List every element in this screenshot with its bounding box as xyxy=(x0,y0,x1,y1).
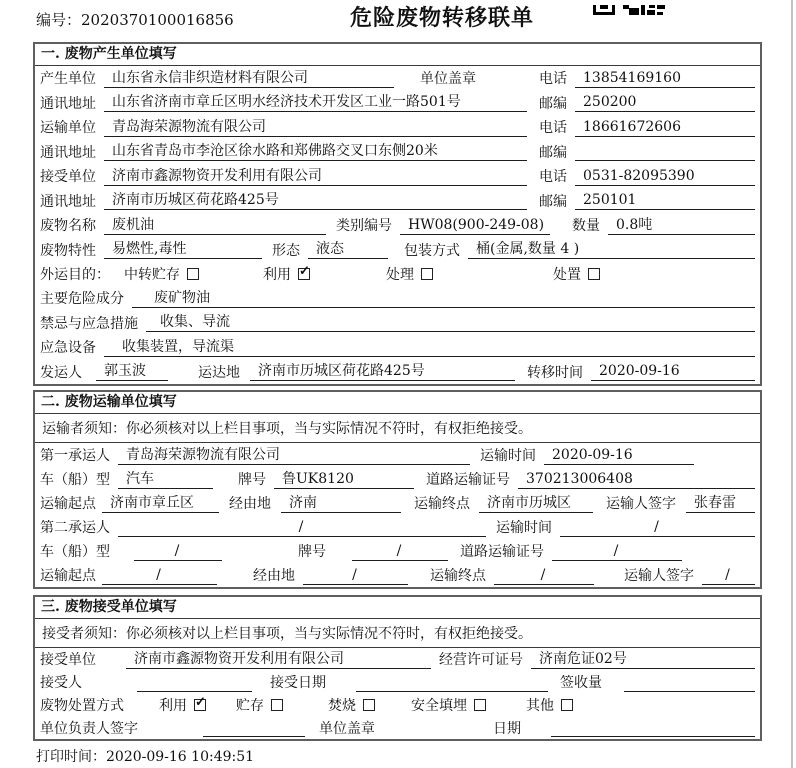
end-label: 运输终点 xyxy=(414,496,470,512)
checkbox-disposal-storage xyxy=(271,699,283,711)
transporter-zip-value xyxy=(575,142,755,161)
producer-addr-row xyxy=(35,90,760,114)
carrier1-value: 青岛海荣源物流有限公司 xyxy=(118,446,470,465)
section-transporter xyxy=(33,390,762,589)
road2-value: / xyxy=(552,542,682,561)
head-sign-row xyxy=(35,716,760,739)
receiver-phone-value: 0531-82095390 xyxy=(575,167,755,186)
vehicle2-value: / xyxy=(134,542,222,561)
transporter-phone-value: 18661672606 xyxy=(575,118,755,137)
unit-seal-label: 单位盖章 xyxy=(420,71,476,88)
plate-label: 牌号 xyxy=(298,544,326,560)
vehicle-label: 车（船）型 xyxy=(40,472,110,488)
origin1-value: 济南市章丘区 xyxy=(102,494,219,513)
phone-label: 电话 xyxy=(539,71,567,88)
taboo-label: 禁忌与应急措施 xyxy=(40,315,138,332)
vehicle1-value: 汽车 xyxy=(118,470,213,489)
addr-label: 通讯地址 xyxy=(40,95,96,112)
sign-qty-label: 签收量 xyxy=(560,675,602,692)
zip-label: 邮编 xyxy=(539,193,567,210)
section-producer xyxy=(33,42,762,386)
hazard-value: 废矿物油 xyxy=(132,289,755,308)
waste-character-row xyxy=(35,237,760,261)
plate1-value: 鲁UK8120 xyxy=(274,470,414,489)
hazard-row xyxy=(35,286,760,310)
addr-label: 通讯地址 xyxy=(40,144,96,161)
qty-value: 0.8吨 xyxy=(608,216,755,235)
transporter-row xyxy=(35,115,760,139)
carrier2-value: / xyxy=(118,518,486,537)
sign2-value: / xyxy=(702,566,755,585)
package-value: 桶(金属,数量 4 ) xyxy=(468,240,755,259)
carrier1-label: 第一承运人 xyxy=(40,448,110,464)
accept-unit-label: 接受单位 xyxy=(40,652,96,669)
license-label: 经营许可证号 xyxy=(439,652,523,669)
checkbox-dispose xyxy=(588,268,600,280)
equipment-row xyxy=(35,335,760,359)
unit-seal-label: 单位盖章 xyxy=(319,720,375,737)
accept-unit-value: 济南市鑫源物资开发利用有限公司 xyxy=(126,650,431,669)
taboo-value: 收集、导流 xyxy=(146,313,755,332)
taboo-row xyxy=(35,311,760,335)
equipment-value: 收集装置，导流渠 xyxy=(104,338,755,357)
accept-person-value xyxy=(137,673,252,692)
end-label: 运输终点 xyxy=(430,568,486,584)
serial-value: 2020370100016856 xyxy=(81,11,234,29)
waste-name-value: 废机油 xyxy=(104,216,326,235)
road-no-label: 道路运输证号 xyxy=(426,472,510,488)
receiver-value: 济南市鑫源物资开发利用有限公司 xyxy=(104,167,527,186)
transfer-time-value: 2020-09-16 xyxy=(591,362,755,381)
disposal-label: 废物处置方式 xyxy=(40,697,124,714)
qr-code-fragment xyxy=(593,0,665,10)
zip-label: 邮编 xyxy=(539,144,567,161)
sign-qty-value xyxy=(624,673,755,692)
serial-label: 编号： xyxy=(36,11,82,29)
date-label: 日期 xyxy=(493,720,521,737)
disposal-option-storage: 贮存 xyxy=(236,695,283,715)
checkbox-use xyxy=(298,268,310,280)
section3-title: 三. 废物接受单位填写 xyxy=(35,597,760,619)
road-no-label: 道路运输证号 xyxy=(460,544,544,560)
checkbox-disposal-other xyxy=(561,699,573,711)
checkbox-disposal-use xyxy=(194,699,206,711)
receiver-zip-value: 250101 xyxy=(575,191,755,210)
page-title: 危险废物转移联单 xyxy=(349,5,535,31)
qty-label: 数量 xyxy=(572,218,600,235)
shipper-value: 郭玉波 xyxy=(96,362,168,381)
date-value xyxy=(551,718,755,737)
producer-row xyxy=(35,66,760,90)
accept-unit-row xyxy=(35,648,760,671)
route1-row xyxy=(35,491,760,515)
route2-row xyxy=(35,563,760,587)
producer-value: 山东省永信非织造材料有限公司 xyxy=(104,69,394,88)
vehicle2-row xyxy=(35,539,760,563)
carrier2-label: 第二承运人 xyxy=(40,520,110,536)
origin-label: 运输起点 xyxy=(40,496,96,512)
transporter-addr-row xyxy=(35,139,760,163)
page-right-border xyxy=(791,0,793,768)
trans-time2-value: / xyxy=(560,518,755,537)
disposal-option-use: 利用 ✓ xyxy=(159,695,206,715)
head-sign-value xyxy=(203,718,305,737)
via-label: 经由地 xyxy=(253,568,295,584)
disposal-row xyxy=(35,694,760,717)
phone-label: 电话 xyxy=(539,120,567,137)
form-value: 液态 xyxy=(308,240,388,259)
checkbox-treat xyxy=(421,268,433,280)
vehicle1-row xyxy=(35,467,760,491)
dest-label: 运达地 xyxy=(198,364,240,381)
accept-date-label: 接受日期 xyxy=(270,675,326,692)
producer-phone-value: 13854169160 xyxy=(575,69,755,88)
road1-value: 370213006408 xyxy=(518,470,755,489)
print-time xyxy=(36,746,254,766)
head-sign-label: 单位负责人签字 xyxy=(40,720,138,737)
sign-label: 运输人签字 xyxy=(606,496,676,512)
form-label: 形态 xyxy=(272,242,300,259)
producer-label: 产生单位 xyxy=(40,71,96,88)
disposal-option-incinerate: 焚烧 xyxy=(328,695,375,715)
equipment-label: 应急设备 xyxy=(40,340,96,357)
purpose-option-dispose: 处置 xyxy=(553,264,600,284)
trans-time-label: 运输时间 xyxy=(480,448,536,464)
waste-name-row xyxy=(35,213,760,237)
license-value: 济南危证02号 xyxy=(531,650,755,669)
receiver-addr-value: 济南市历城区荷花路425号 xyxy=(104,191,527,210)
end1-value: 济南市历城区 xyxy=(479,494,593,513)
serial-number xyxy=(36,9,234,30)
producer-addr-value: 山东省济南市章丘区明水经济技术开发区工业一路501号 xyxy=(104,93,527,112)
purpose-label: 外运目的： xyxy=(40,266,110,283)
via-label: 经由地 xyxy=(229,496,271,512)
transporter-value: 青岛海荣源物流有限公司 xyxy=(104,118,527,137)
checkbox-transfer-storage xyxy=(187,268,199,280)
dest-value: 济南市历城区荷花路425号 xyxy=(250,362,515,381)
receiver-label: 接受单位 xyxy=(40,169,96,186)
accept-person-label: 接受人 xyxy=(40,675,82,692)
purpose-row xyxy=(35,262,760,286)
end2-value: / xyxy=(494,566,594,585)
carrier2-row xyxy=(35,515,760,539)
receiver-addr-row xyxy=(35,188,760,212)
via2-value: / xyxy=(303,566,408,585)
addr-label: 通讯地址 xyxy=(40,193,96,210)
print-time-label: 打印时间： xyxy=(36,749,106,765)
origin2-value: / xyxy=(102,566,217,585)
receiver-row xyxy=(35,164,760,188)
checkbox-disposal-incinerate xyxy=(363,699,375,711)
via1-value: 济南 xyxy=(281,494,401,513)
accept-date-value xyxy=(356,673,548,692)
hazard-label: 主要危险成分 xyxy=(40,291,124,308)
producer-zip-value: 250200 xyxy=(575,93,755,112)
vehicle-label: 车（船）型 xyxy=(40,544,110,560)
category-value: HW08(900-249-08) xyxy=(400,216,550,235)
section1-title: 一. 废物产生单位填写 xyxy=(35,44,760,66)
purpose-option-treat: 处理 xyxy=(386,264,433,284)
plate-label: 牌号 xyxy=(238,472,266,488)
receiver-notice: 接受者须知：你必须核对以上栏目事项，当与实际情况不符时，有权拒绝接受。 xyxy=(35,619,760,648)
transporter-notice: 运输者须知：你必须核对以上栏目事项，当与实际情况不符时，有权拒绝接受。 xyxy=(35,414,760,443)
accept-person-row xyxy=(35,671,760,694)
print-time-value: 2020-09-16 10:49:51 xyxy=(106,749,255,765)
carrier1-row xyxy=(35,443,760,467)
plate2-value: / xyxy=(352,542,448,561)
purpose-option-transfer: 中转贮存 xyxy=(124,264,199,284)
phone-label: 电话 xyxy=(539,169,567,186)
purpose-option-use: 利用 ✓ xyxy=(263,264,310,284)
origin-label: 运输起点 xyxy=(40,568,96,584)
section-receiver xyxy=(33,595,762,741)
shipper-row xyxy=(35,360,760,384)
category-label: 类别编号 xyxy=(336,218,392,235)
zip-label: 邮编 xyxy=(539,95,567,112)
transporter-addr-value: 山东省青岛市李沧区徐水路和郑佛路交叉口东侧20米 xyxy=(104,142,527,161)
package-label: 包装方式 xyxy=(404,242,460,259)
checkbox-disposal-landfill xyxy=(474,699,486,711)
character-label: 废物特性 xyxy=(40,242,96,259)
character-value: 易燃性,毒性 xyxy=(104,240,262,259)
transporter-label: 运输单位 xyxy=(40,120,96,137)
trans-time-label: 运输时间 xyxy=(496,520,552,536)
sign1-value: 张春雷 xyxy=(686,494,755,513)
sign-label: 运输人签字 xyxy=(624,568,694,584)
waste-name-label: 废物名称 xyxy=(40,218,96,235)
disposal-option-other: 其他 xyxy=(526,695,573,715)
section2-title: 二. 废物运输单位填写 xyxy=(35,392,760,414)
disposal-option-landfill: 安全填埋 xyxy=(411,695,486,715)
transfer-time-label: 转移时间 xyxy=(527,364,583,381)
shipper-label: 发运人 xyxy=(40,364,82,381)
trans-time1-value: 2020-09-16 xyxy=(544,446,694,465)
